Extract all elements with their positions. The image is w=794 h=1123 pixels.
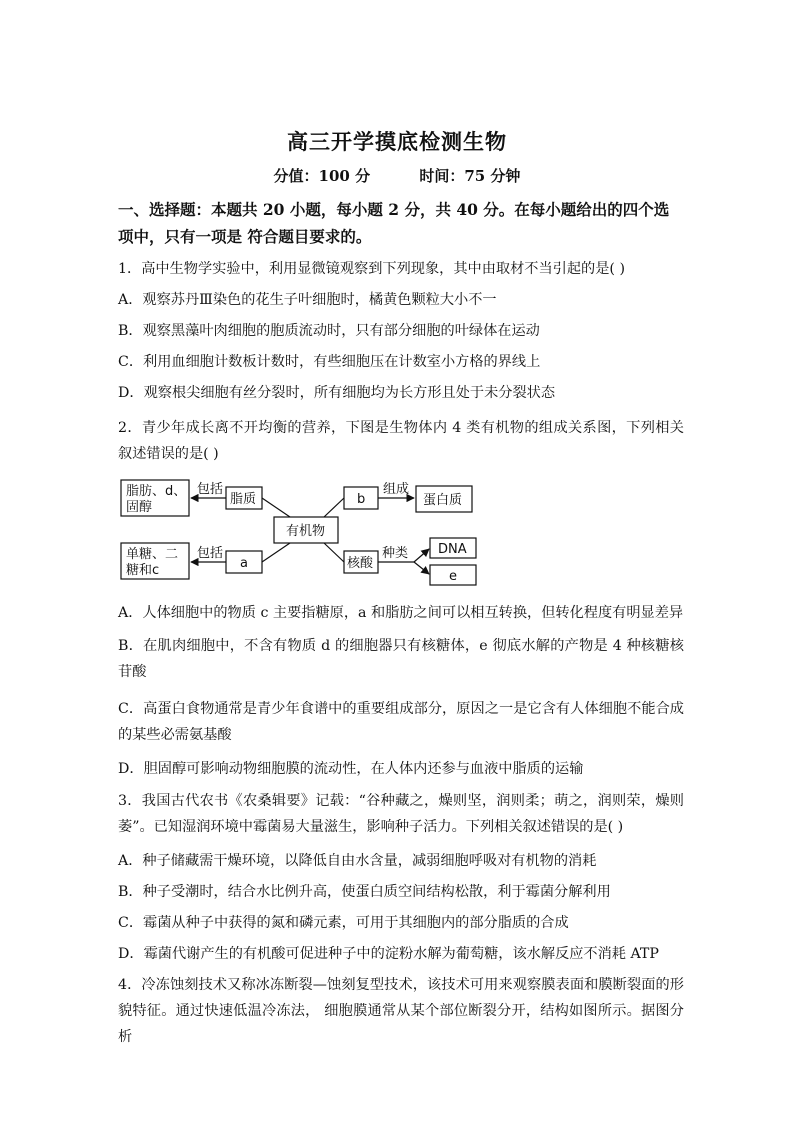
q1-option-b: B．观察黑藻叶肉细胞的胞质流动时，只有部分细胞的叶绿体在运动 <box>118 323 540 339</box>
q3-stem: 3．我国古代农书《农桑辑要》记载：“谷种藏之，燥则坚，润则柔；萌之，润则荣，燥则萎”。已知湿润环境中霉菌易大量滋生，影响种子活力。下列相关叙述错误的是( ) <box>118 793 684 835</box>
protein-label: 蛋白质 <box>423 493 463 508</box>
section-heading: 一、选择题：本题共 20 小题，每小题 2 分，共 40 分。在每小题给出的四个选项中，只有一项是 符合题目要求的。 <box>118 200 670 246</box>
lipid-label: 脂质 <box>230 492 257 507</box>
page-title: 高三开学摸底检测生物 <box>287 129 507 154</box>
q3-option-a: A．种子储藏需干燥环境，以降低自由水含量，减弱细胞呼吸对有机物的消耗 <box>118 853 597 869</box>
q4-stem: 4．冷冻蚀刻技术又称冰冻断裂—蚀刻复型技术，该技术可用来观察膜表面和膜断裂面的形貌特征。通过快速低温冷冻法， 细胞膜通常从某个部位断裂分开，结构如图所示。据图分析 <box>118 977 684 1045</box>
q1-stem: 1．高中生物学实验中，利用显微镜观察到下列现象，其中由取材不当引起的是( ) <box>118 261 625 277</box>
q1-option-c: C．利用血细胞计数板计数时，有些细胞压在计数室小方格的界线上 <box>118 354 541 370</box>
b-label: b <box>357 492 366 507</box>
q2-option-d: D．胆固醇可影响动物细胞膜的流动性，在人体内还参与血液中脂质的运输 <box>118 761 584 777</box>
q1-option-a: A．观察苏丹Ⅲ染色的花生子叶细胞时，橘黄色颗粒大小不一 <box>118 292 497 308</box>
q1-option-d: D．观察根尖细胞有丝分裂时，所有细胞均为长方形且处于未分裂状态 <box>118 385 556 401</box>
exam-meta <box>0 165 794 186</box>
sugar-label: a <box>240 556 248 571</box>
lipid-parts-line1: 脂肪、d、 <box>126 484 187 499</box>
nucleic-label: 核酸 <box>347 556 374 571</box>
organic-matter-diagram <box>118 472 488 592</box>
q2-option-c: C．高蛋白食物通常是青少年食谱中的重要组成部分，原因之一是它含有人体细胞不能合成的某些必需氨基酸 <box>118 701 684 743</box>
compose-label: 组成 <box>383 482 410 497</box>
include-label-1: 包括 <box>197 482 224 497</box>
e-label: e <box>449 569 457 584</box>
score-info: 分值：100 分 <box>273 167 371 185</box>
lipid-parts-line2: 固醇 <box>126 500 153 515</box>
q3-option-b: B．种子受潮时，结合水比例升高，使蛋白质空间结构松散，利于霉菌分解利用 <box>118 884 611 900</box>
sugar-parts-line2: 糖和c <box>126 563 160 578</box>
q3-option-d: D．霉菌代谢产生的有机酸可促进种子中的淀粉水解为葡萄糖，该水解反应不消耗 ATP <box>118 946 659 962</box>
q2-option-b: B．在肌肉细胞中，不含有物质 d 的细胞器只有核糖体，e 彻底水解的产物是 4 种核糖核苷酸 <box>118 638 684 680</box>
time-info: 时间：75 分钟 <box>419 167 521 185</box>
dna-label: DNA <box>438 542 467 557</box>
q3-option-c: C．霉菌从种子中获得的氮和磷元素，可用于其细胞内的部分脂质的合成 <box>118 915 569 931</box>
q2-stem: 2．青少年成长离不开均衡的营养，下图是生物体内 4 类有机物的组成关系图，下列相关叙述错误的是( ) <box>118 420 684 462</box>
center-label: 有机物 <box>286 524 326 539</box>
sugar-parts-line1: 单糖、二 <box>126 547 179 562</box>
include-label-2: 包括 <box>197 546 224 561</box>
kind-label: 种类 <box>382 546 409 561</box>
q2-option-a: A．人体细胞中的物质 c 主要指糖原，a 和脂肪之间可以相互转换，但转化程度有明显差异 <box>118 605 684 621</box>
